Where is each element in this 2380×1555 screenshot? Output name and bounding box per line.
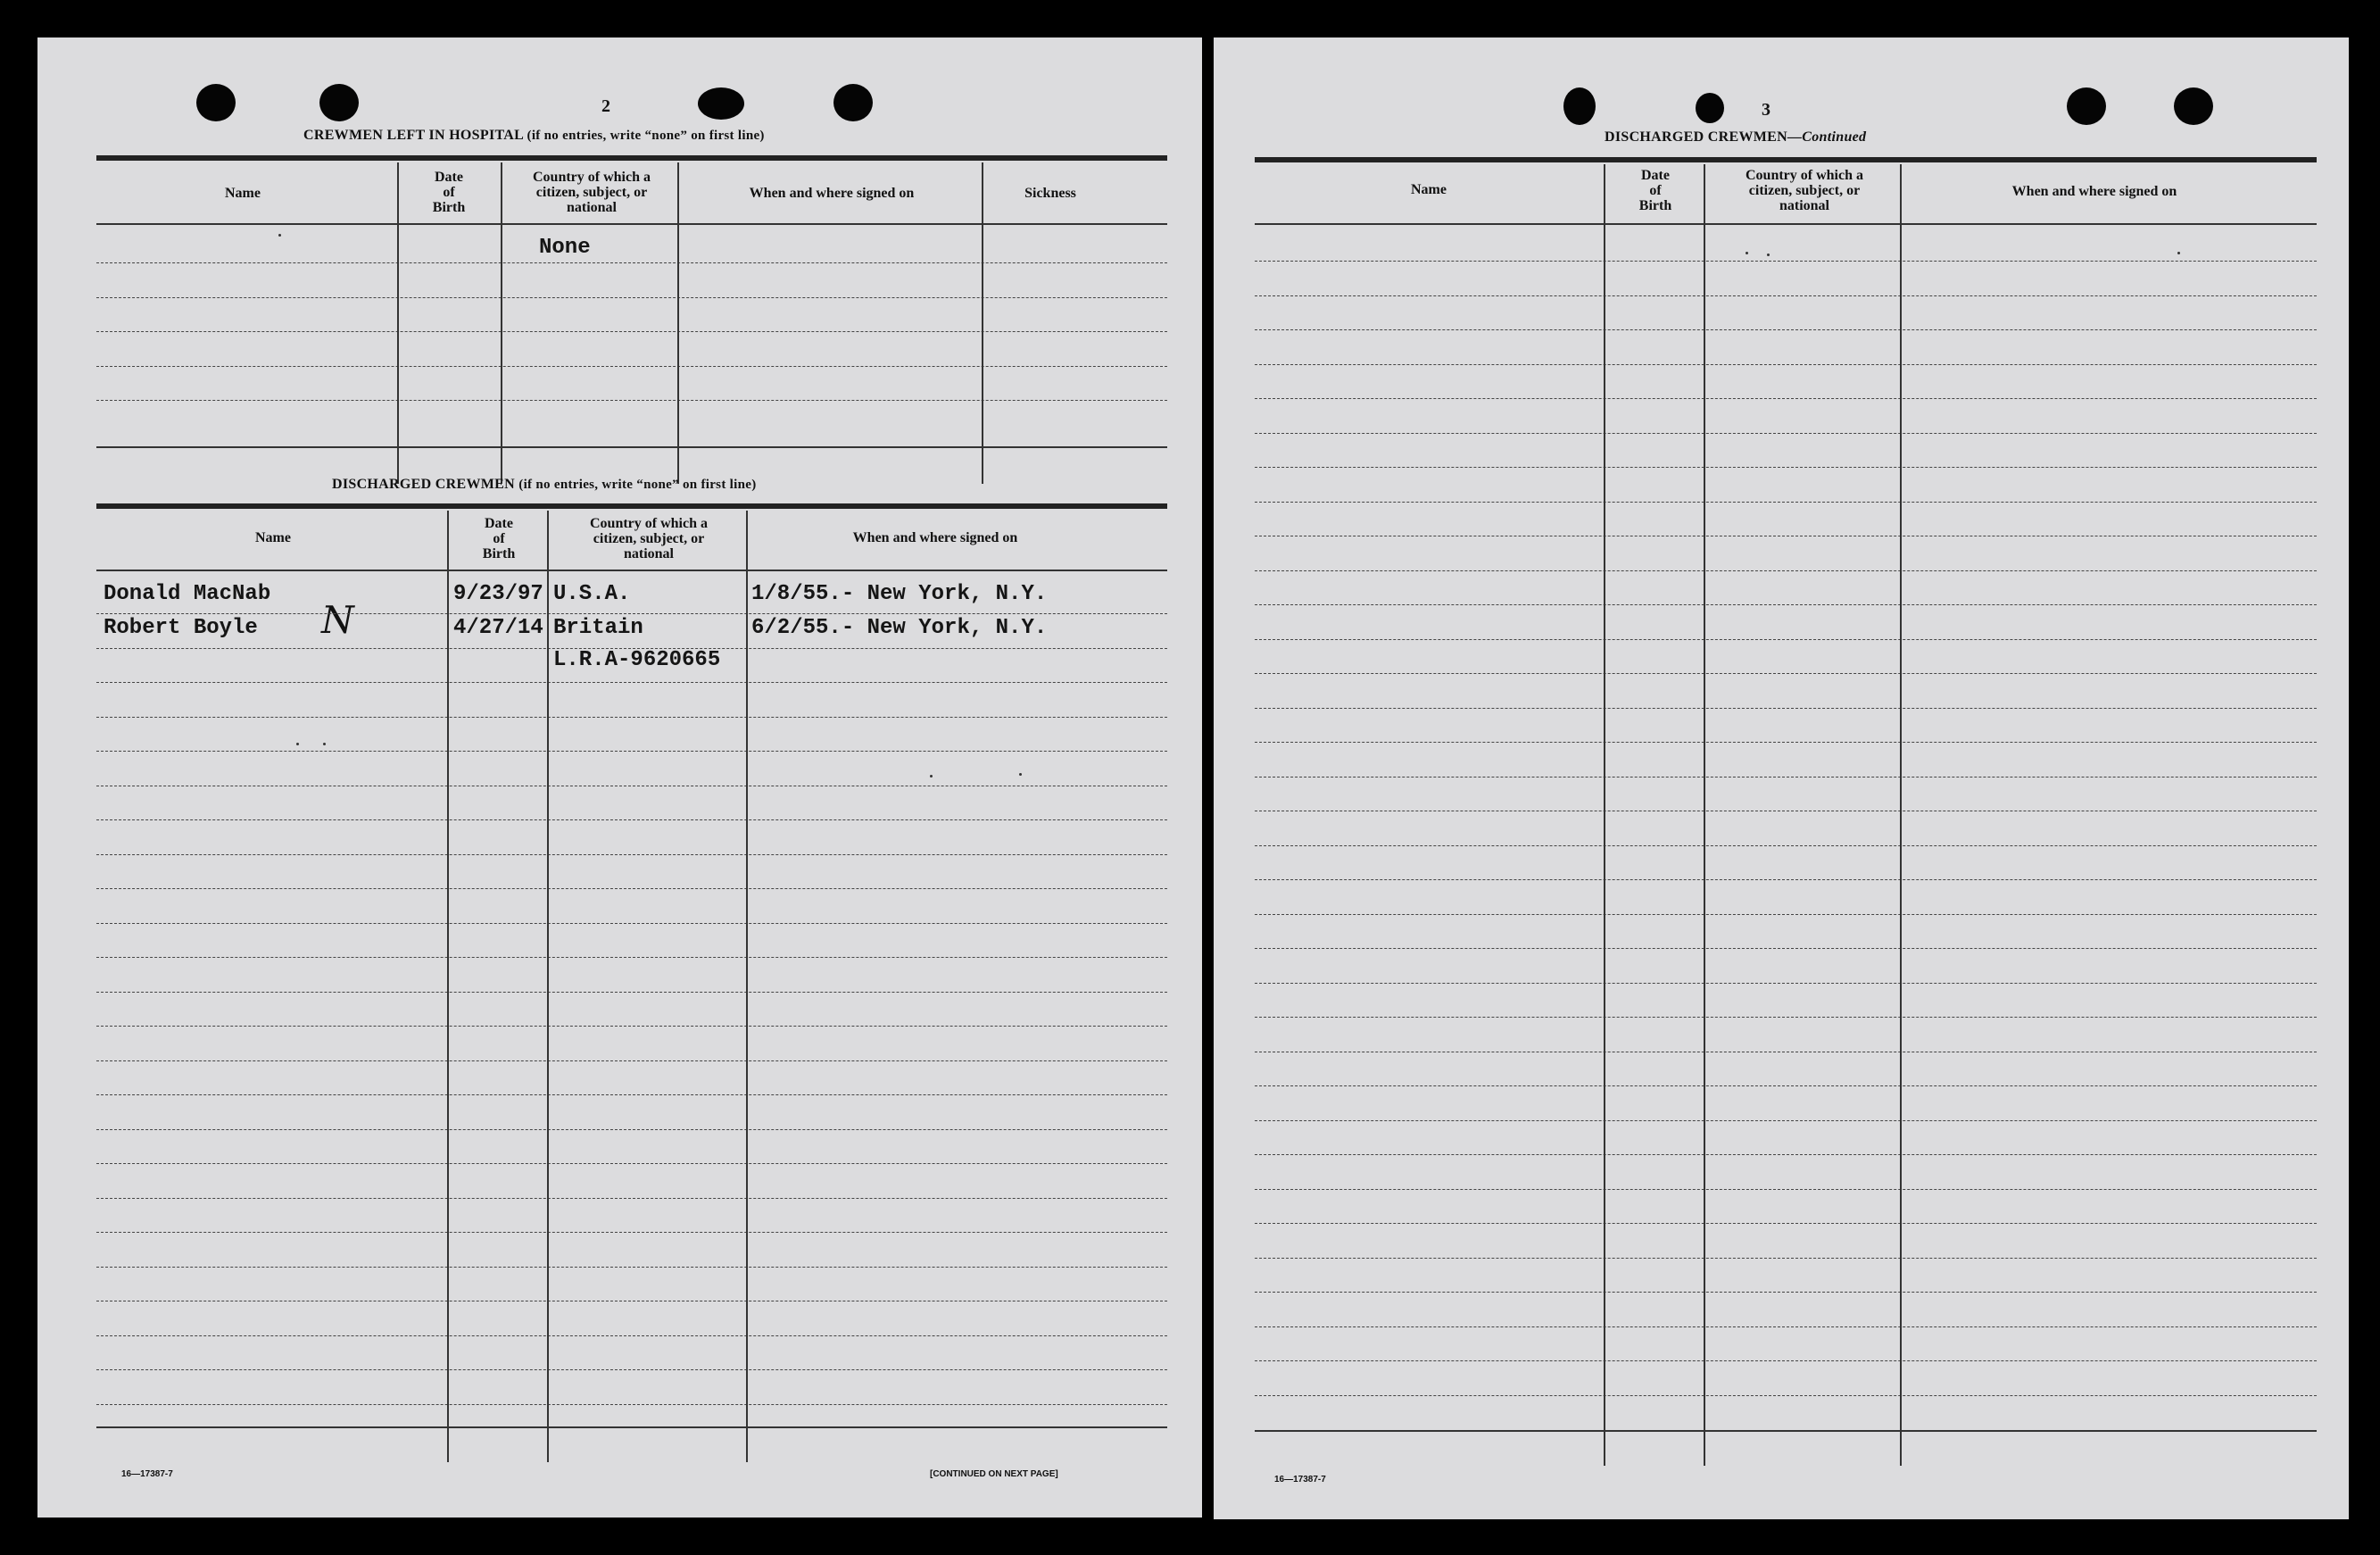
ruled-line — [96, 923, 1167, 924]
ruled-line — [1255, 673, 2317, 674]
ruled-line — [96, 992, 1167, 993]
discharged-col-divider — [746, 511, 748, 1462]
discharged-header-underline — [96, 570, 1167, 571]
ruled-line — [96, 331, 1167, 332]
continued-note: [CONTINUED ON NEXT PAGE] — [930, 1469, 1058, 1479]
ruled-line — [96, 613, 1167, 614]
ruled-line — [1255, 948, 2317, 949]
right-page — [1214, 37, 2349, 1519]
form-number: 16—17387-7 — [1274, 1475, 1326, 1484]
ruled-line — [1255, 1085, 2317, 1086]
continued-col-signed-on: When and where signed on — [2011, 184, 2177, 199]
hospital-col-name: Name — [225, 186, 261, 201]
ruled-line — [1255, 708, 2317, 709]
punch-hole — [319, 84, 359, 121]
hospital-header-underline — [96, 223, 1167, 225]
crewman-country: U.S.A. — [553, 582, 631, 606]
crewman-name: Donald MacNab — [104, 582, 271, 606]
ruled-line — [1255, 329, 2317, 330]
crewman-signed-on: 1/8/55.- New York, N.Y. — [751, 582, 1048, 606]
ruled-line — [1255, 1120, 2317, 1121]
discharged-title-text: DISCHARGED CREWMEN — [332, 477, 515, 492]
ruled-line — [1255, 295, 2317, 296]
punch-hole — [2174, 87, 2213, 125]
ruled-line — [96, 1369, 1167, 1370]
hospital-entry-none: None — [539, 236, 591, 260]
continued-col-divider — [1900, 164, 1902, 1466]
punch-hole — [2067, 87, 2106, 125]
hospital-col-divider — [677, 162, 679, 484]
punch-hole — [1696, 93, 1724, 123]
continued-bottom-rule — [1255, 1430, 2317, 1432]
ruled-line — [1255, 879, 2317, 880]
ruled-line — [96, 400, 1167, 401]
crewman-signed-on: 6/2/55.- New York, N.Y. — [751, 616, 1048, 640]
check-mark: N — [321, 598, 354, 642]
ruled-line — [1255, 742, 2317, 743]
ruled-line — [1255, 261, 2317, 262]
ruled-line — [1255, 983, 2317, 984]
continued-header-rule — [1255, 157, 2317, 162]
ruled-line — [96, 262, 1167, 263]
discharged-col-signed-on: When and where signed on — [852, 530, 1018, 545]
continued-col-divider — [1604, 164, 1605, 1466]
ruled-line — [96, 888, 1167, 889]
hospital-col-signed-on: When and where signed on — [749, 186, 915, 201]
ruled-line — [1255, 1292, 2317, 1293]
continued-title-text: DISCHARGED CREWMEN — [1605, 129, 1787, 145]
continued-col-dob: Date of Birth — [1638, 168, 1672, 213]
ruled-line — [96, 682, 1167, 683]
ruled-line — [1255, 914, 2317, 915]
ruled-line — [1255, 1360, 2317, 1361]
ruled-line — [1255, 639, 2317, 640]
hospital-col-country: Country of which a citizen, subject, or national — [532, 170, 651, 215]
ruled-line — [1255, 1017, 2317, 1018]
discharged-header-rule — [96, 503, 1167, 509]
discharged-col-dob: Date of Birth — [482, 516, 516, 561]
ruled-line — [96, 751, 1167, 752]
ruled-line — [1255, 604, 2317, 605]
ruled-line — [1255, 845, 2317, 846]
ruled-line — [1255, 1154, 2317, 1155]
ruled-line — [96, 1267, 1167, 1268]
ruled-line — [1255, 364, 2317, 365]
ruled-line — [1255, 502, 2317, 503]
ruled-line — [1255, 433, 2317, 434]
hospital-col-dob: Date of Birth — [432, 170, 466, 215]
ruled-line — [96, 717, 1167, 718]
crewman-registration: L.R.A-9620665 — [553, 648, 721, 672]
ruled-line — [96, 1026, 1167, 1027]
page-number: 2 — [601, 96, 610, 116]
ruled-line — [96, 1129, 1167, 1130]
discharged-col-divider — [547, 511, 549, 1462]
ruled-line — [96, 854, 1167, 855]
ruled-line — [1255, 1189, 2317, 1190]
discharged-title-note: (if no entries, write “none” on first line) — [518, 478, 757, 492]
ruled-line — [96, 1163, 1167, 1164]
ruled-line — [1255, 1395, 2317, 1396]
crewman-dob: 4/27/14 — [453, 616, 543, 640]
ruled-line — [96, 1335, 1167, 1336]
hospital-col-divider — [501, 162, 502, 484]
ruled-line — [96, 297, 1167, 298]
continued-col-divider — [1704, 164, 1705, 1466]
crewman-dob: 9/23/97 — [453, 582, 543, 606]
punch-hole — [833, 84, 873, 121]
hospital-col-sickness: Sickness — [1024, 186, 1076, 201]
hospital-section-title — [303, 128, 765, 144]
hospital-col-divider — [397, 162, 399, 484]
discharged-col-name: Name — [255, 530, 291, 545]
discharged-col-country: Country of which a citizen, subject, or national — [589, 516, 708, 561]
ruled-line — [96, 1232, 1167, 1233]
crewman-country: Britain — [553, 616, 643, 640]
hospital-bottom-rule — [96, 446, 1167, 448]
ruled-line — [96, 1094, 1167, 1095]
crewman-name: Robert Boyle — [104, 616, 258, 640]
ruled-line — [1255, 1223, 2317, 1224]
discharged-col-divider — [447, 511, 449, 1462]
hospital-header-rule — [96, 155, 1167, 161]
ruled-line — [96, 1060, 1167, 1061]
hospital-col-divider — [982, 162, 983, 484]
discharged-section-title — [332, 477, 757, 493]
hospital-title-text: CREWMEN LEFT IN HOSPITAL — [303, 128, 524, 143]
hospital-title-note: (if no entries, write “none” on first line) — [527, 129, 765, 143]
ruled-line — [1255, 398, 2317, 399]
continued-header-underline — [1255, 223, 2317, 225]
ruled-line — [96, 957, 1167, 958]
punch-hole — [698, 87, 744, 120]
ruled-line — [1255, 1326, 2317, 1327]
ruled-line — [96, 1198, 1167, 1199]
page-number: 3 — [1762, 100, 1770, 120]
left-page — [37, 37, 1202, 1518]
continued-col-country: Country of which a citizen, subject, or national — [1745, 168, 1863, 213]
ruled-line — [96, 366, 1167, 367]
form-number: 16—17387-7 — [121, 1469, 173, 1479]
continued-title-suffix: —Continued — [1787, 129, 1867, 145]
ruled-line — [1255, 467, 2317, 468]
ruled-line — [1255, 1258, 2317, 1259]
discharged-bottom-rule — [96, 1426, 1167, 1428]
discharged-continued-title — [1605, 129, 1866, 146]
punch-hole — [196, 84, 236, 121]
ruled-line — [96, 648, 1167, 649]
ruled-line — [96, 819, 1167, 820]
punch-hole — [1563, 87, 1596, 125]
ruled-line — [1255, 777, 2317, 778]
ruled-line — [1255, 570, 2317, 571]
continued-col-name: Name — [1411, 182, 1447, 197]
ruled-line — [96, 1404, 1167, 1405]
